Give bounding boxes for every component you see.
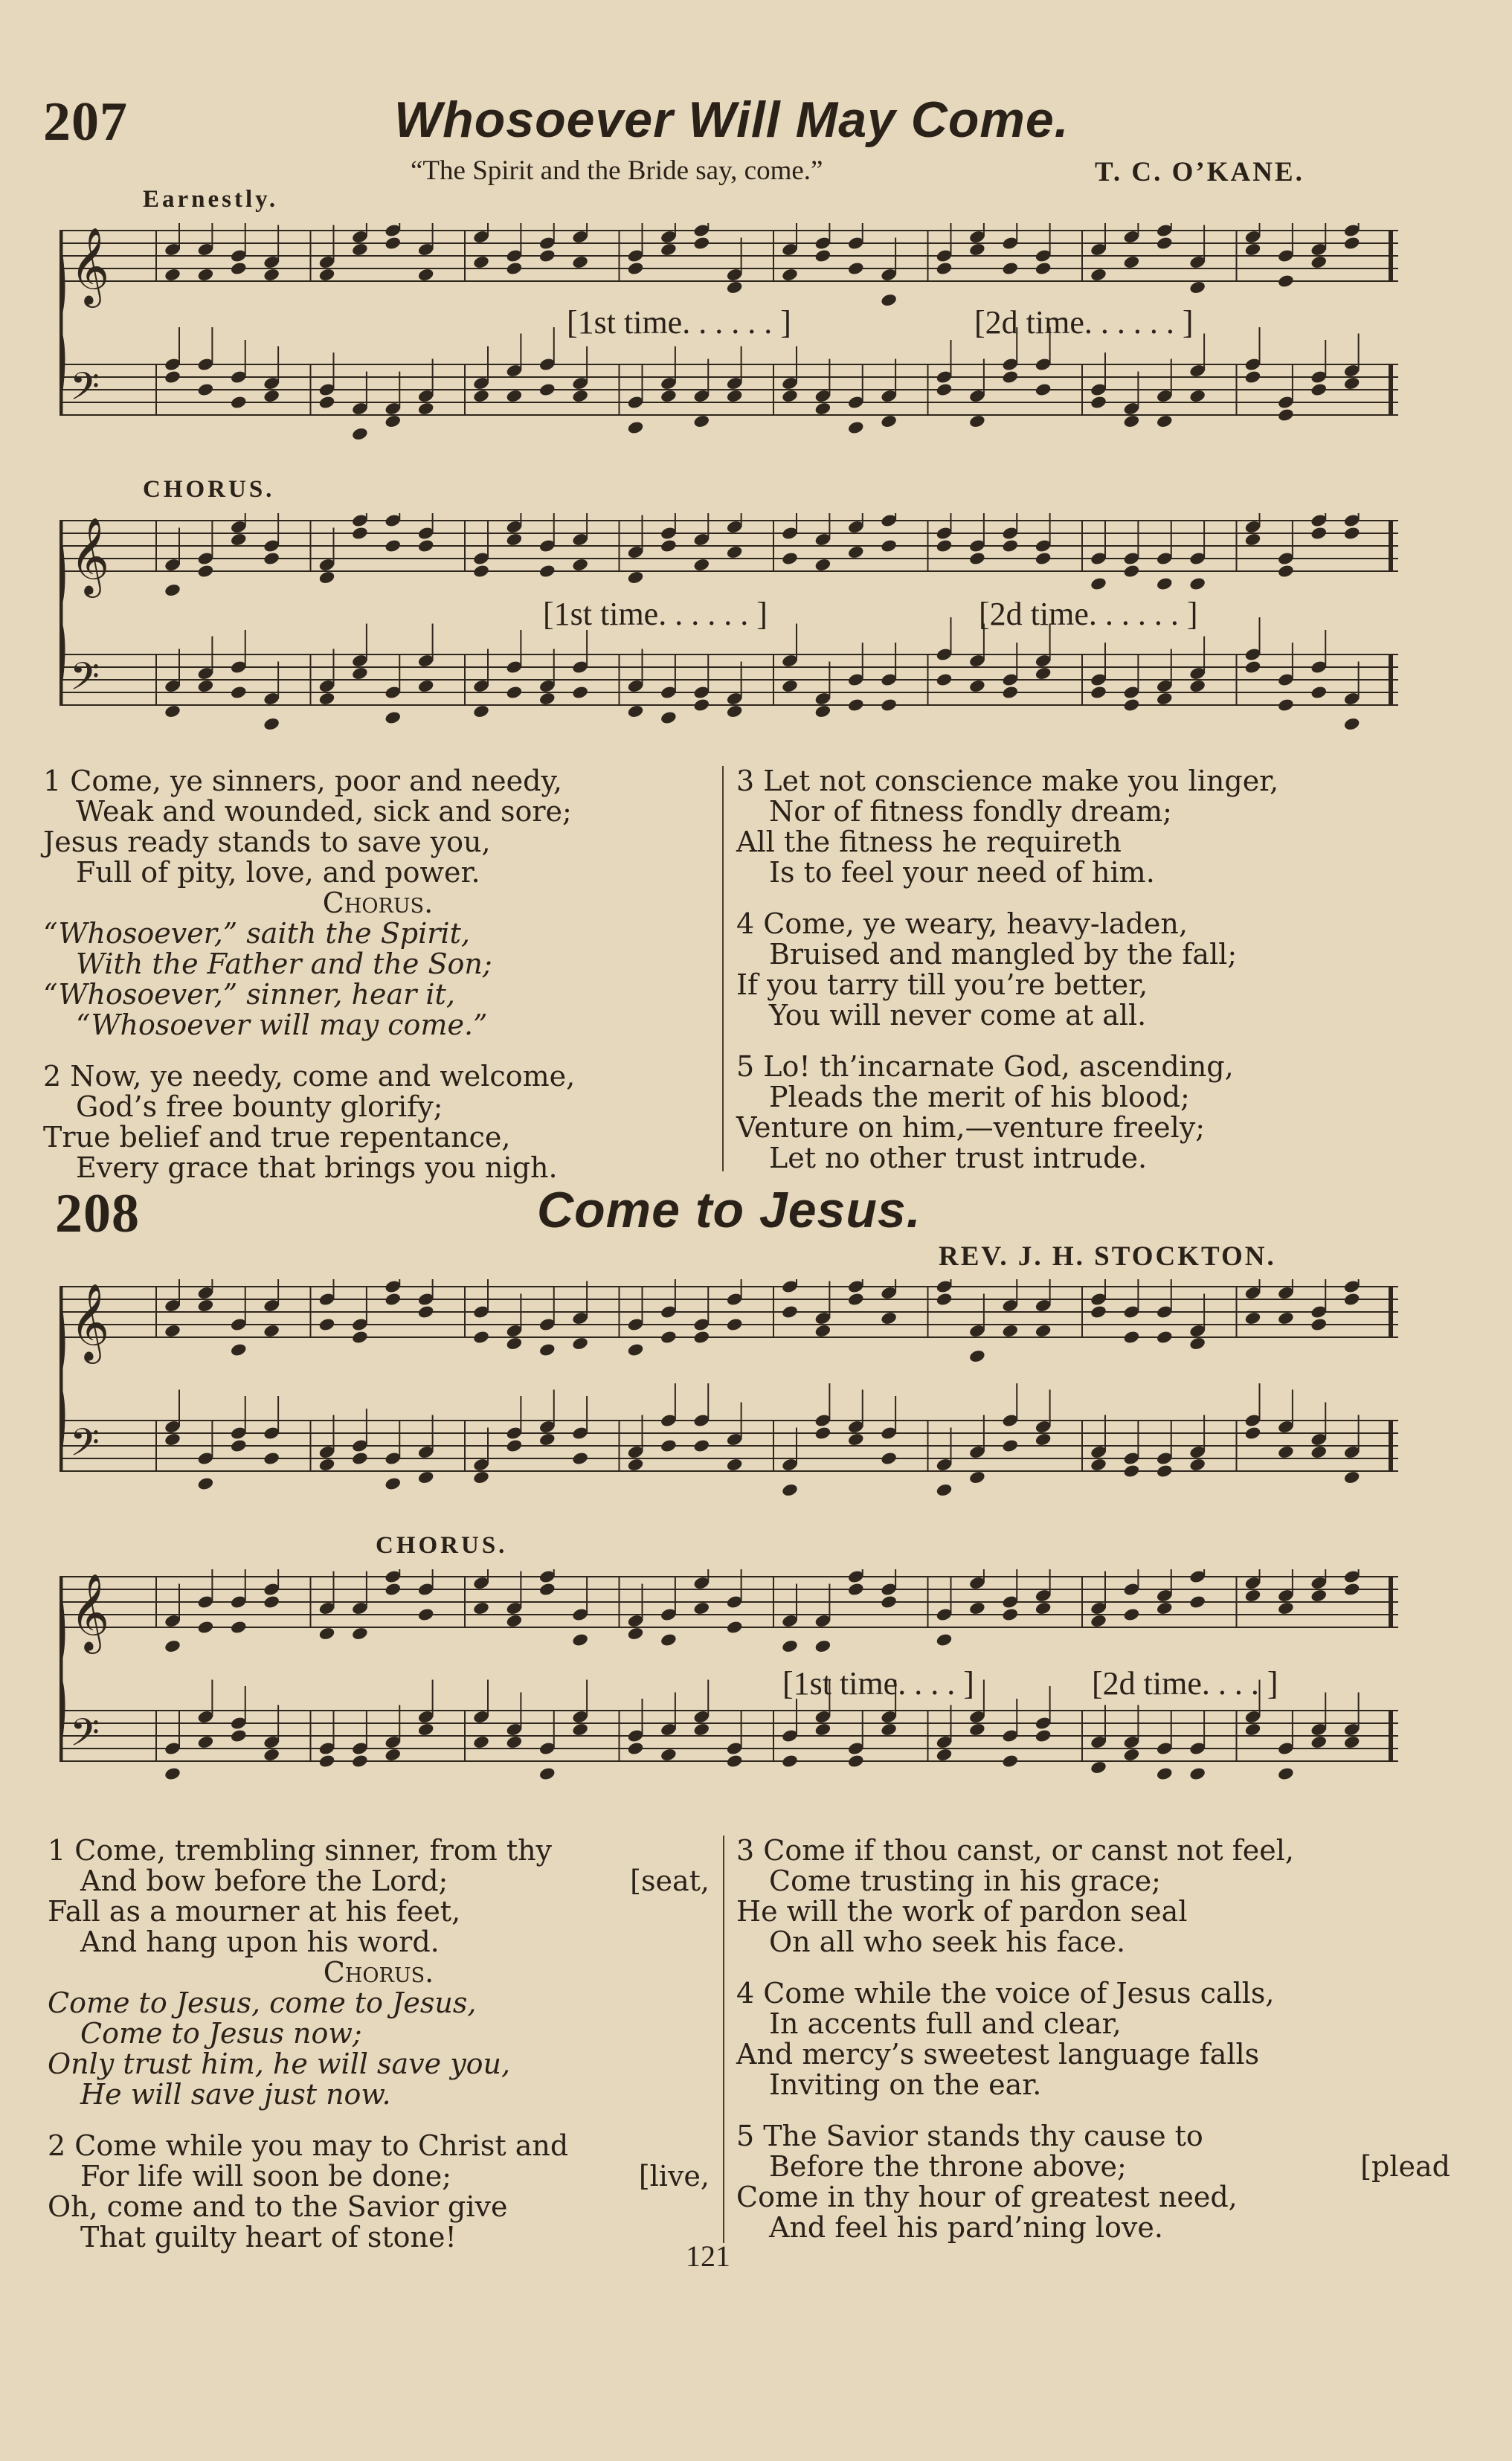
- chorus-heading: Chorus.: [323, 1956, 434, 1989]
- verse-line: You will never come at all.: [769, 999, 1147, 1032]
- verse-line: 5 Lo! th’incarnate God, ascending,: [736, 1050, 1234, 1083]
- verse-line: Come in thy hour of greatest need,: [736, 2181, 1238, 2213]
- verse-line: Come to Jesus, come to Jesus,: [48, 1987, 477, 2019]
- svg-text:𝄞: 𝄞: [70, 1283, 110, 1361]
- svg-text:𝄞: 𝄞: [70, 517, 110, 595]
- hymn-epigraph: “The Spirit and the Bride say, come.”: [411, 155, 823, 186]
- second-time-mark: [2d time. . . . . . ]: [979, 596, 1198, 632]
- verse-line: “Whosoever,” saith the Spirit,: [43, 917, 470, 950]
- verse-line: In accents full and clear,: [769, 2007, 1122, 2040]
- verse-line: “Whosoever,” sinner, hear it,: [43, 978, 455, 1011]
- verse: [736, 1052, 1450, 1174]
- verse-line: God’s free bounty glorify;: [76, 1090, 443, 1123]
- verse-line: And hang upon his word.: [80, 1926, 440, 1958]
- verse-line: And bow before the Lord; [seat,: [80, 1865, 710, 1897]
- verses-left-column: [48, 1836, 710, 2274]
- svg-text:𝄢: 𝄢: [70, 1420, 100, 1474]
- verse-line: 1 Come, ye sinners, poor and needy,: [43, 765, 562, 797]
- verse-line: Fall as a mourner at his feet,: [48, 1895, 461, 1928]
- verse-line: If you tarry till you’re better,: [736, 968, 1148, 1001]
- verse: [48, 1836, 710, 2110]
- verse-line: Full of pity, love, and power.: [76, 856, 480, 889]
- svg-text:𝄢: 𝄢: [70, 1710, 100, 1764]
- verse-line: “Whosoever will may come.”: [76, 1008, 488, 1041]
- verse-line: Only trust him, he will save you,: [48, 2047, 511, 2080]
- svg-text:𝄢: 𝄢: [70, 364, 100, 418]
- verse-line: He will save just now.: [80, 2078, 391, 2111]
- verse-line: With the Father and the Son;: [76, 948, 492, 980]
- music-staff-svg: [59, 1279, 1398, 1502]
- verse-line: Venture on him,—venture freely;: [736, 1111, 1206, 1144]
- svg-text:𝄞: 𝄞: [70, 1573, 110, 1651]
- verses-left-column: [43, 766, 712, 1204]
- verse-line-tail: [seat,: [630, 1865, 710, 1897]
- second-time-mark: [2d time. . . . . . ]: [974, 304, 1194, 341]
- verse-line: Come to Jesus now;: [80, 2017, 362, 2050]
- chorus-label: CHORUS.: [143, 476, 275, 503]
- verse-line-tail: [live,: [638, 2160, 710, 2193]
- verse-line: On all who seek his face.: [769, 1926, 1126, 1958]
- verse: [736, 766, 1450, 888]
- verse-line: Inviting on the ear.: [769, 2068, 1042, 2101]
- verse-line: Oh, come and to the Savior give: [48, 2190, 508, 2223]
- verse-line: Jesus ready stands to save you,: [43, 826, 491, 858]
- column-divider: [722, 766, 724, 1171]
- hymn-title: Whosoever Will May Come.: [394, 91, 1069, 148]
- page-number: 121: [686, 2239, 730, 2273]
- verse: [736, 1836, 1450, 1957]
- hymn-title: Come to Jesus.: [537, 1182, 921, 1238]
- verse-line: All the fitness he requireth: [736, 826, 1122, 858]
- verse: [736, 909, 1450, 1031]
- verse: [48, 2131, 710, 2253]
- second-time-mark: [2d time. . . . ]: [1092, 1665, 1278, 1702]
- verse-line: He will the work of pardon seal: [736, 1895, 1188, 1928]
- verse-line: 3 Let not conscience make you linger,: [736, 765, 1279, 797]
- music-system-3: [59, 1279, 1398, 1502]
- verse-line: 2 Come while you may to Christ and: [48, 2129, 569, 2162]
- tempo-marking: Earnestly.: [143, 186, 279, 213]
- verse-line: 3 Come if thou canst, or canst not feel,: [736, 1834, 1294, 1867]
- verse-line: Is to feel your need of him.: [769, 856, 1155, 889]
- hymn-number: 207: [43, 91, 128, 152]
- verse-line: Before the throne above; [plead: [769, 2150, 1450, 2183]
- chorus-heading: Chorus.: [322, 887, 434, 919]
- first-time-mark: [1st time. . . . . . ]: [567, 304, 791, 341]
- verse: [43, 1061, 712, 1183]
- first-time-mark: [1st time. . . . . . ]: [543, 596, 768, 632]
- verse-line: Let no other trust intrude.: [769, 1142, 1148, 1174]
- verse-line: 2 Now, ye needy, come and welcome,: [43, 1060, 576, 1093]
- verse-line: 5 The Savior stands thy cause to: [736, 2120, 1203, 2152]
- verse-line: True belief and true repentance,: [43, 1121, 511, 1154]
- verse-line: 4 Come, ye weary, heavy-laden,: [736, 907, 1188, 940]
- verse-line-tail: [plead: [1360, 2150, 1450, 2183]
- verse-line: That guilty heart of stone!: [80, 2221, 457, 2253]
- verse-line: Every grace that brings you nigh.: [76, 1151, 558, 1184]
- verse-line: 1 Come, trembling sinner, from thy: [48, 1834, 553, 1867]
- first-time-mark: [1st time. . . . ]: [782, 1665, 974, 1702]
- verse-line: Weak and wounded, sick and sore;: [76, 795, 572, 828]
- hymn207-verses: [43, 766, 1456, 1183]
- verse: [736, 2121, 1450, 2243]
- verse-line: For life will soon be done; [live,: [80, 2160, 710, 2193]
- hymn-author: T. C. O’KANE.: [1095, 157, 1304, 187]
- verse-line: Pleads the merit of his blood;: [769, 1081, 1190, 1113]
- verses-right-column: [736, 766, 1450, 1194]
- verse-line: 4 Come while the voice of Jesus calls,: [736, 1977, 1275, 2010]
- svg-text:𝄞: 𝄞: [70, 227, 110, 305]
- hymn-number: 208: [55, 1183, 140, 1244]
- chorus-label: CHORUS.: [376, 1532, 508, 1559]
- verses-right-column: [736, 1836, 1450, 2264]
- hymn208-verses: [48, 1836, 1461, 2252]
- verse-line: Bruised and mangled by the fall;: [769, 938, 1238, 971]
- column-divider: [723, 1836, 724, 2243]
- verse-line: Come trusting in his grace;: [769, 1865, 1161, 1897]
- hymn-author: REV. J. H. STOCKTON.: [939, 1241, 1276, 1272]
- svg-text:𝄢: 𝄢: [70, 654, 100, 708]
- verse-line: And mercy’s sweetest language falls: [736, 2038, 1260, 2071]
- verse: [736, 1978, 1450, 2100]
- verse-line: And feel his pard’ning love.: [769, 2211, 1163, 2244]
- verse: [43, 766, 712, 1040]
- verse-line: Nor of fitness fondly dream;: [769, 795, 1172, 828]
